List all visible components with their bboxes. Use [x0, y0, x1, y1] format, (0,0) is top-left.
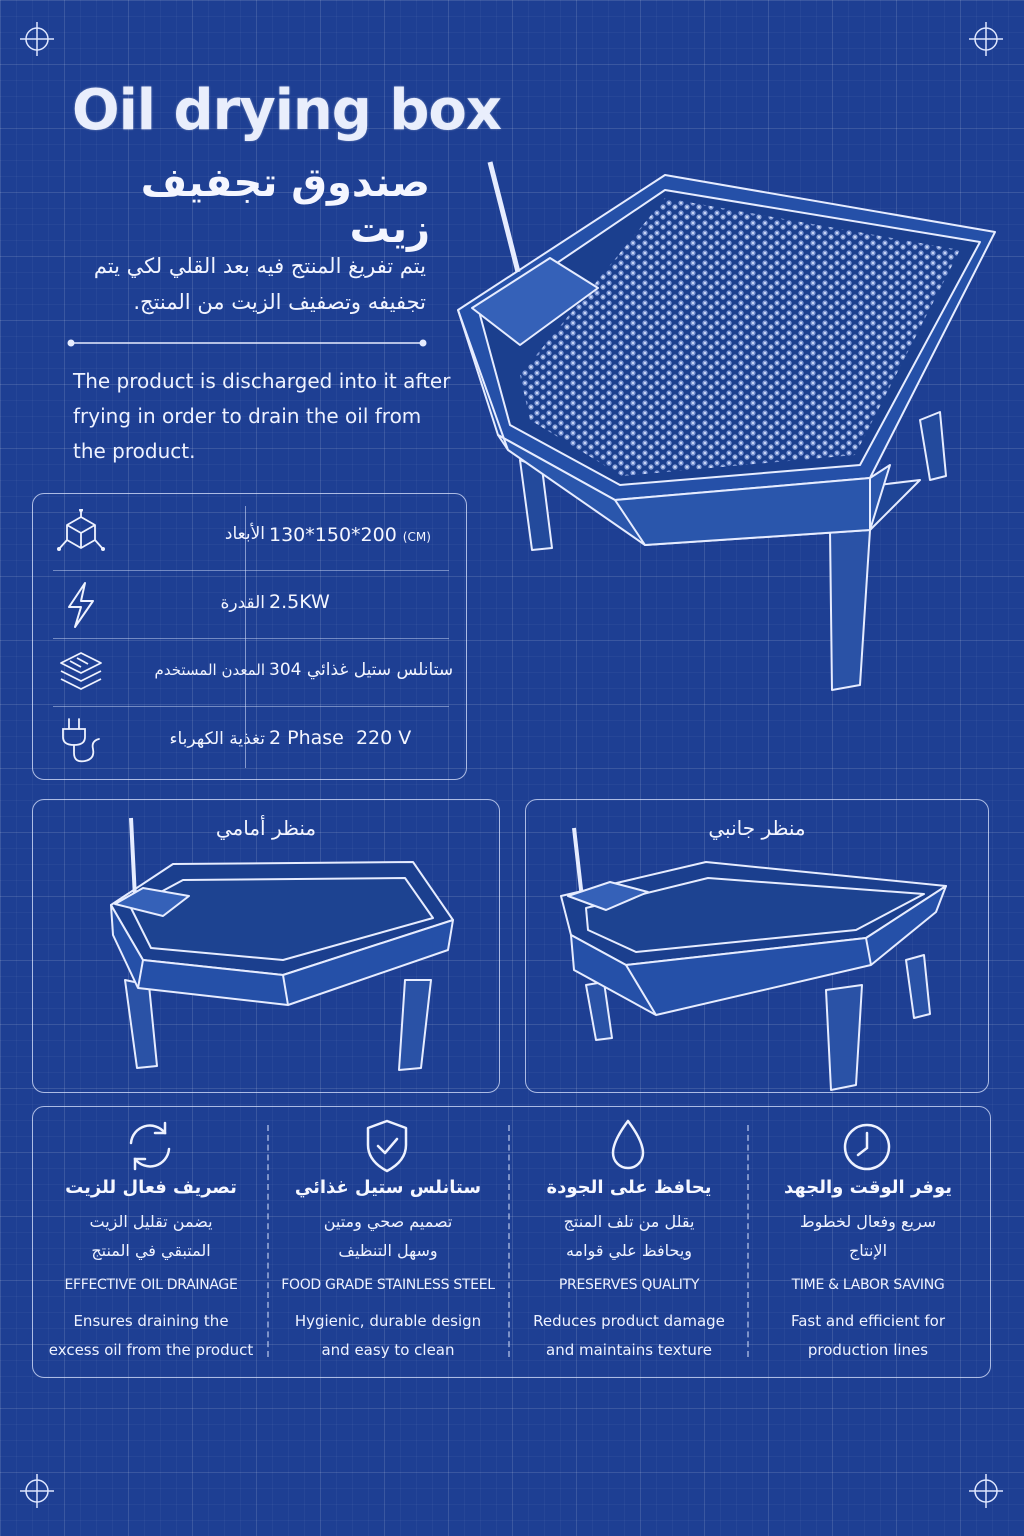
- feature-desc-en: [270, 1307, 506, 1365]
- feature-desc-ar-line: المتبقي في المنتج: [91, 1241, 211, 1260]
- spec-value-material: ستانلس ستيل غذائي 304: [269, 660, 454, 680]
- spec-value-dimensions: [269, 524, 431, 546]
- spec-value-power: 2.5KW: [269, 591, 330, 613]
- feature-title-en: EFFECTIVE OIL DRAINAGE: [64, 1277, 238, 1293]
- crosshair-bottom-right-icon: [969, 1474, 1003, 1508]
- feature-preserves-quality: [511, 1107, 747, 1377]
- crosshair-bottom-left-icon: [20, 1474, 54, 1508]
- feature-stainless-steel: [270, 1107, 506, 1377]
- description-en-line: the product.: [73, 439, 196, 463]
- shield-check-icon: [358, 1117, 416, 1175]
- feature-separator: [747, 1125, 749, 1357]
- page-title-en: Oil drying box: [72, 78, 502, 143]
- feature-desc-ar: [270, 1207, 506, 1265]
- feature-desc-en-line: Hygienic, durable design: [294, 1312, 482, 1330]
- material-layers-icon: [55, 647, 107, 699]
- front-view-panel: [32, 799, 500, 1093]
- spec-label-material: المعدن المستخدم: [154, 661, 265, 679]
- spec-value-dimensions-unit: (CM): [402, 530, 431, 544]
- feature-desc-ar-line: يقلل من تلف المنتج: [563, 1212, 695, 1231]
- side-view-title: منظر جانبي: [708, 816, 806, 840]
- side-view-panel: [525, 799, 989, 1093]
- cube-dimensions-icon: [55, 509, 107, 561]
- feature-desc-en: [511, 1307, 747, 1365]
- feature-desc-ar-line: الإنتاج: [848, 1241, 888, 1260]
- feature-desc-en-line: and easy to clean: [321, 1341, 455, 1359]
- spec-label-power: القدرة: [220, 593, 265, 613]
- feature-desc-en-line: Ensures draining the: [73, 1312, 229, 1330]
- side-view-illustration: [526, 800, 988, 1092]
- feature-desc-ar-line: وسهل التنظيف: [338, 1241, 438, 1260]
- feature-title-ar: يحافظ على الجودة: [546, 1177, 712, 1198]
- feature-desc-ar-line: ويحافظ علي قوامه: [565, 1241, 693, 1260]
- description-ar-line: يتم تفريغ المنتج فيه بعد القلي لكي يتم: [93, 254, 426, 278]
- feature-time-saving: [750, 1107, 986, 1377]
- feature-separator: [508, 1125, 510, 1357]
- section-divider: [66, 338, 428, 348]
- feature-desc-ar-line: تصميم صحي ومتين: [323, 1212, 453, 1231]
- feature-title-en: TIME & LABOR SAVING: [791, 1277, 945, 1293]
- feature-desc-en-line: Reduces product damage: [533, 1312, 725, 1330]
- front-view-illustration: [33, 800, 499, 1092]
- spec-row-dimensions: [33, 502, 466, 570]
- feature-desc-en-line: excess oil from the product: [48, 1341, 254, 1359]
- front-view-title: منظر أمامي: [215, 816, 317, 840]
- feature-desc-ar: [511, 1207, 747, 1265]
- spec-row-material: [33, 639, 466, 707]
- feature-title-en: PRESERVES QUALITY: [558, 1277, 700, 1293]
- lightning-bolt-icon: [55, 579, 107, 631]
- feature-title-en: FOOD GRADE STAINLESS STEEL: [281, 1277, 495, 1293]
- power-plug-icon: [55, 715, 107, 767]
- feature-desc-ar-line: سريع وفعال لخطوط: [799, 1212, 937, 1231]
- circular-arrows-icon: [121, 1117, 179, 1175]
- feature-desc-en: [33, 1307, 269, 1365]
- feature-desc-ar-line: يضمن تقليل الزيت: [89, 1212, 213, 1231]
- spec-label-dimensions: الأبعاد: [224, 524, 265, 544]
- feature-title-ar: تصريف فعال للزيت: [65, 1177, 237, 1198]
- features-panel: [32, 1106, 991, 1378]
- spec-value-dimensions-number: 130*150*200: [269, 524, 397, 546]
- description-en: [73, 364, 463, 469]
- spec-row-electricity: [33, 707, 466, 775]
- crosshair-top-right-icon: [969, 22, 1003, 56]
- feature-desc-en: [750, 1307, 986, 1365]
- oil-drying-box-main-illustration: [450, 150, 1005, 695]
- feature-desc-ar: [33, 1207, 269, 1265]
- specifications-table: [32, 493, 467, 780]
- page-title-ar: صندوق تجفيف زيت: [140, 160, 430, 252]
- clock-icon: [838, 1117, 896, 1175]
- description-ar-line: تجفيفه وتصفيف الزيت من المنتج.: [133, 290, 426, 314]
- description-ar: [66, 248, 426, 320]
- spec-label-electricity: تغذية الكهرباء: [169, 729, 265, 749]
- feature-title-ar: ستانلس ستيل غذائي: [294, 1177, 482, 1198]
- description-en-line: frying in order to drain the oil from: [73, 404, 422, 428]
- feature-desc-en-line: and maintains texture: [546, 1341, 712, 1359]
- feature-desc-en-line: production lines: [807, 1341, 929, 1359]
- feature-oil-drainage: [33, 1107, 269, 1377]
- spec-value-electricity: 2 Phase 220 V: [269, 727, 412, 749]
- feature-title-ar: يوفر الوقت والجهد: [784, 1177, 952, 1198]
- spec-row-power: [33, 571, 466, 639]
- droplet-icon: [599, 1117, 657, 1175]
- feature-desc-en-line: Fast and efficient for: [790, 1312, 946, 1330]
- crosshair-top-left-icon: [20, 22, 54, 56]
- description-en-line: The product is discharged into it after: [73, 369, 451, 393]
- feature-desc-ar: [750, 1207, 986, 1265]
